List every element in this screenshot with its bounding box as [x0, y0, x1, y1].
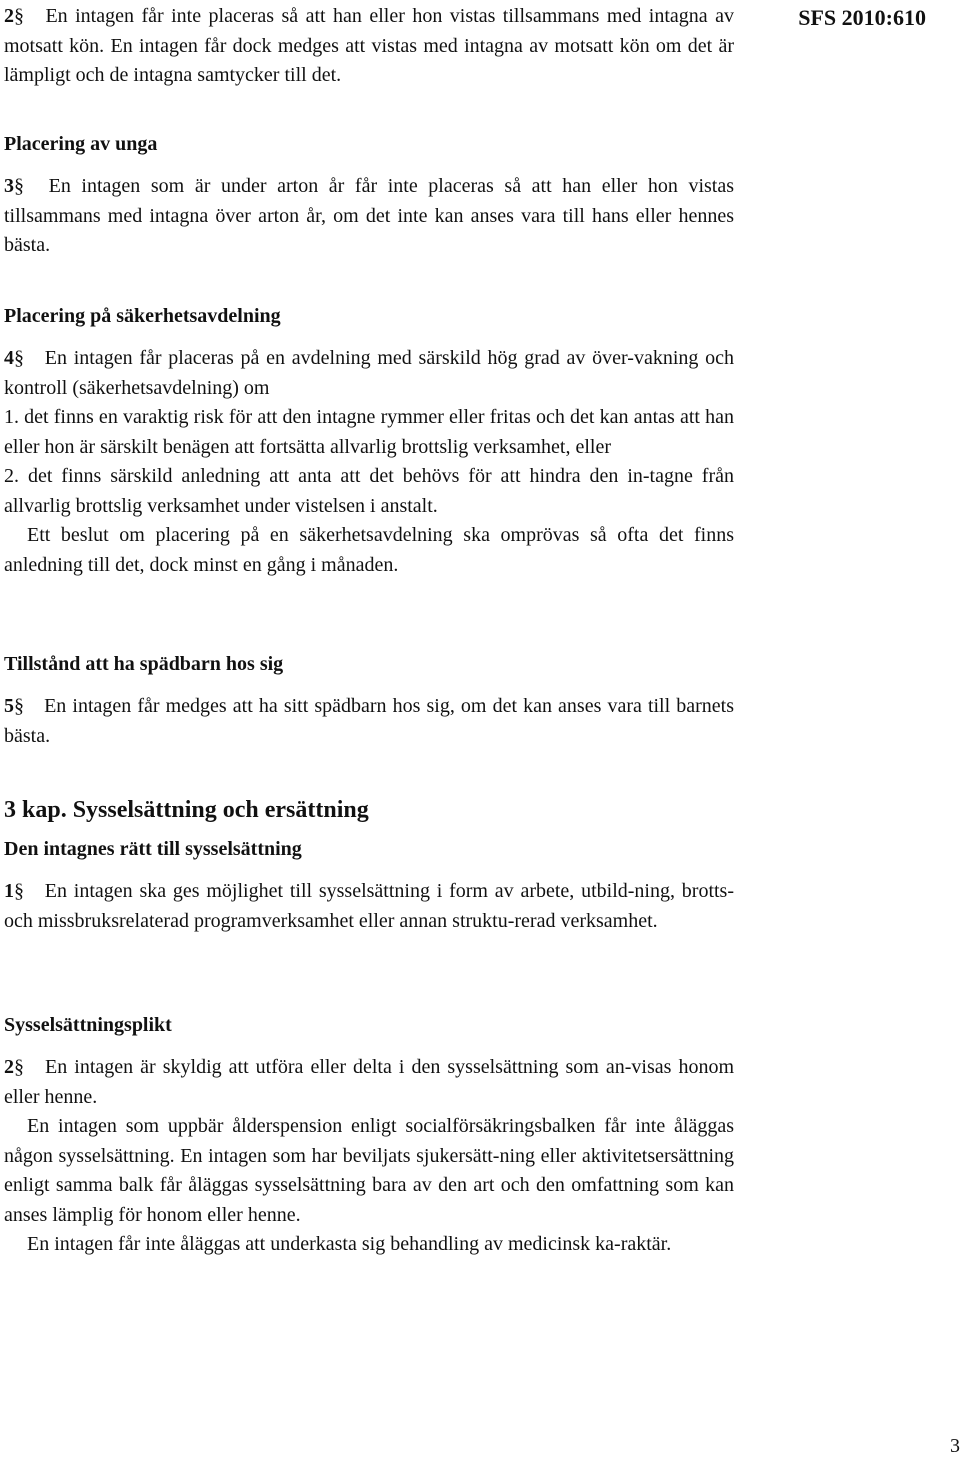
- paragraph-text: En intagen får medges att ha sitt spädbarn hos sig, om det kan anses vara till barnets bästa.: [4, 695, 735, 747]
- section-heading: Sysselsättningsplikt: [4, 1014, 172, 1036]
- section-sign: §: [14, 175, 24, 197]
- section-sign: §: [14, 880, 24, 902]
- section-heading: Placering av unga: [4, 133, 158, 155]
- section-heading: Tillstånd att ha spädbarn hos sig: [4, 653, 284, 675]
- paragraph-2: [4, 2, 734, 91]
- section-heading: Placering på säkerhetsavdelning: [4, 305, 281, 327]
- section-sign: §: [14, 1056, 24, 1078]
- section-spadbarn: [4, 650, 734, 751]
- paragraph-text: En intagen ska ges möjlighet till sysselsättning i form av arbete, utbild-ning, brotts- och missbruksrelaterad programverksamhet eller annan struktu-rerad verksamhet.: [4, 880, 734, 932]
- section-sign: §: [14, 347, 24, 369]
- section-sign: §: [14, 5, 24, 27]
- section-number: 2: [4, 5, 14, 27]
- page-number: 3: [950, 1435, 960, 1457]
- paragraph-text: En intagen som är under arton år får inte placeras så att han eller hon vistas tillsammans med intagna över arton år, om det inte kan anses vara till hans eller hennes bästa.: [4, 175, 735, 256]
- list-item-1: 1. det finns en varaktig risk för att den intagne rymmer eller fritas och det kan antas att han eller hon är särskilt benägen att fortsätta allvarlig brottslig verksamhet, eller: [4, 406, 734, 458]
- section-number: 4: [4, 347, 14, 369]
- list-item-2: 2. det finns särskild anledning att anta att det behövs för att hindra den in-tagne från allvarlig brottslig verksamhet under vistelsen i anstalt.: [4, 465, 734, 517]
- paragraph-text: En intagen är skyldig att utföra eller delta i den sysselsättning som an-visas honom eller henne.: [4, 1056, 735, 1108]
- section-unga: [4, 130, 734, 261]
- paragraph-text: En intagen får inte åläggas att underkasta sig behandling av medicinsk ka-raktär.: [27, 1233, 672, 1255]
- sfs-reference: SFS 2010:610: [798, 5, 926, 30]
- chapter-3: [4, 795, 734, 936]
- chapter-title: 3 kap. Sysselsättning och ersättning: [4, 797, 369, 823]
- paragraph-text: Ett beslut om placering på en säkerhetsavdelning ska omprövas så ofta det finns anledning till det, dock minst en gång i månaden.: [4, 524, 734, 576]
- paragraph-text: En intagen får placeras på en avdelning med särskild hög grad av över-vakning och kontroll (säkerhetsavdelning) om: [4, 347, 734, 399]
- section-number: 2: [4, 1056, 14, 1078]
- paragraph-text: En intagen får inte placeras så att han eller hon vistas tillsammans med intagna av motsatt kön. En intagen får dock medges att vistas med intagna av motsatt kön om det är lämpligt och de intagna samtycker till det.: [4, 5, 734, 86]
- section-number: 1: [4, 880, 14, 902]
- section-sakerhet: [4, 302, 734, 580]
- section-heading: Den intagnes rätt till sysselsättning: [4, 838, 302, 860]
- section-sign: §: [14, 695, 24, 717]
- section-number: 3: [4, 175, 14, 197]
- section-plikt: [4, 1011, 734, 1260]
- section-number: 5: [4, 695, 14, 717]
- paragraph-text: En intagen som uppbär ålderspension enligt socialförsäkringsbalken får inte åläggas någon sysselsättning. En intagen som har beviljats sjukersätt-ning eller aktivitetsersättning enligt samma balk får åläggas sysselsättning bara av den art och den omfattning som kan anses lämplig för honom eller henne.: [4, 1115, 734, 1226]
